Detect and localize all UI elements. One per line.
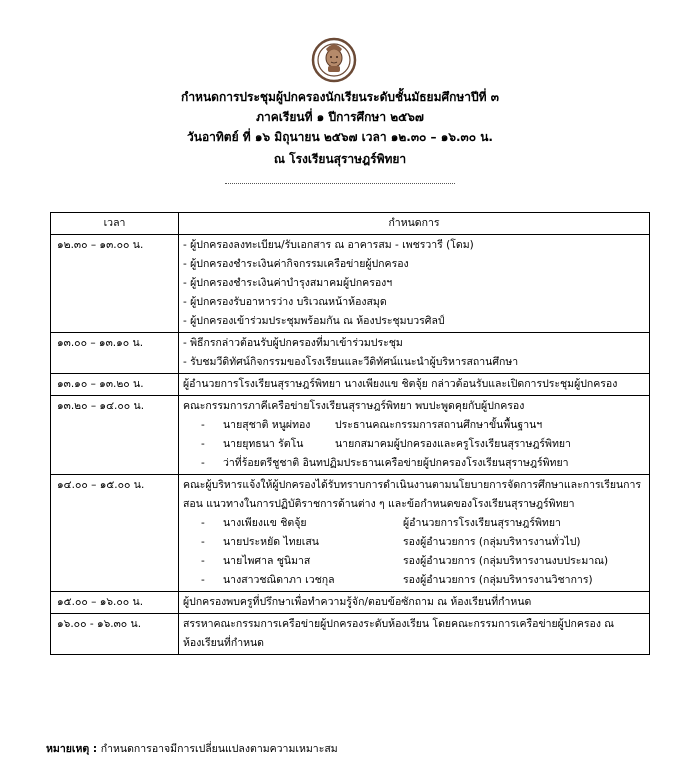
table-row: [51, 374, 650, 396]
member-role: ประธานคณะกรรมการสถานศึกษาขั้นพื้นฐานฯ: [335, 419, 543, 431]
footnote: [46, 740, 338, 757]
agenda-intro: คณะกรรมการภาคีเครือข่ายโรงเรียนสุราษฎร์พิทยา พบปะพูดคุยกับผู้ปกครอง: [183, 400, 525, 412]
executive-member: - นางเพียงแข ชิตจุ้ย ผู้อำนวยการโรงเรียนสุราษฎร์พิทยา: [183, 514, 645, 533]
school-seal-logo: [311, 35, 357, 85]
member-role: ประธานเครือข่ายผู้ปกครองโรงเรียนสุราษฎร์พิทยา: [343, 457, 569, 469]
column-header-time: เวลา: [51, 213, 179, 235]
executive-member: - นายประหยัด ไทยเสน รองผู้อำนวยการ (กลุ่มบริหารงานทั่วไป): [183, 533, 645, 552]
agenda-line: - ผู้ปกครองเข้าร่วมประชุมพร้อมกัน ณ ห้องประชุมบวรศิลป์: [183, 315, 445, 327]
agenda-text: สรรหาคณะกรรมการเครือข่ายผู้ปกครองระดับห้องเรียน โดยคณะกรรมการเครือข่ายผู้ปกครอง ณ ห้องเรียนที่กำหนด: [183, 618, 615, 649]
executive-member: - นายไพศาล ชูนิมาส รองผู้อำนวยการ (กลุ่มบริหารงานงบประมาณ): [183, 552, 645, 571]
member-role: รองผู้อำนวยการ (กลุ่มบริหารงานวิชาการ): [403, 574, 593, 586]
footnote-label: หมายเหตุ: [46, 743, 90, 755]
executive-member: - นางสาวชณิดาภา เวชกุล รองผู้อำนวยการ (กลุ่มบริหารงานวิชาการ): [183, 571, 645, 590]
agenda-line: - รับชมวีดิทัศน์กิจกรรมของโรงเรียนและวีดิทัศน์แนะนำผู้บริหารสถานศึกษา: [183, 356, 519, 368]
member-name: นางเพียงแข ชิตจุ้ย: [223, 517, 307, 529]
table-row: [51, 614, 650, 655]
schedule-table: [50, 212, 650, 655]
agenda-text: ผู้อำนวยการโรงเรียนสุราษฎร์พิทยา นางเพียงแข ชิตจุ้ย กล่าวต้อนรับและเปิดการประชุมผู้ปกครอง: [183, 378, 618, 390]
agenda-cell: [179, 333, 650, 374]
time-cell: ๑๓.๑๐ – ๑๓.๒๐ น.: [51, 374, 179, 396]
member-name: นายไพศาล ชูนิมาส: [223, 555, 311, 567]
agenda-cell: [179, 475, 650, 592]
table-header-row: [51, 213, 650, 235]
venue-line: ณ โรงเรียนสุราษฎร์พิทยา: [273, 152, 407, 166]
table-row: [51, 592, 650, 614]
agenda-line: - พิธีกรกล่าวต้อนรับผู้ปกครองที่มาเข้าร่วมประชุม: [183, 337, 403, 349]
committee-member: - นายสุชาติ หนูผ่ทอง ประธานคณะกรรมการสถานศึกษาขั้นพื้นฐานฯ: [183, 416, 645, 435]
agenda-line: - ผู้ปกครองรับอาหารว่าง บริเวณหน้าห้องสมุด: [183, 296, 387, 308]
time-cell: ๑๔.๐๐ – ๑๕.๐๐ น.: [51, 475, 179, 592]
time-cell: ๑๕.๐๐ – ๑๖.๐๐ น.: [51, 592, 179, 614]
member-role: รองผู้อำนวยการ (กลุ่มบริหารงานทั่วไป): [403, 536, 581, 548]
agenda-cell: [179, 235, 650, 333]
document-title: กำหนดการประชุมผู้ปกครองนักเรียนระดับชั้นมัธยมศึกษาปีที่ ๓: [181, 90, 499, 104]
date-time-line: วันอาทิตย์ ที่ ๑๖ มิถุนายน ๒๕๖๗ เวลา ๑๒.๓๐ – ๑๖.๓๐ น.: [187, 130, 493, 144]
footnote-text: กำหนดการอาจมีการเปลี่ยนแปลงตามความเหมาะสม: [100, 743, 338, 755]
agenda-line: - ผู้ปกครองชำระเงินค่ากิจกรรมเครือข่ายผู้ปกครอง: [183, 258, 409, 270]
semester-line: ภาคเรียนที่ ๑ ปีการศึกษา ๒๕๖๗: [256, 110, 424, 124]
agenda-cell: [179, 396, 650, 475]
agenda-cell: [179, 614, 650, 655]
column-header-agenda: กำหนดการ: [179, 213, 650, 235]
member-name: นายประหยัด ไทยเสน: [223, 536, 319, 548]
member-name: นายยุทธนา รัตโน: [223, 438, 304, 450]
member-role: รองผู้อำนวยการ (กลุ่มบริหารงานงบประมาณ): [403, 555, 609, 567]
agenda-line: - ผู้ปกครองชำระเงินค่าบำรุงสมาคมผู้ปกครองฯ: [183, 277, 393, 289]
table-row: [51, 475, 650, 592]
table-row: [51, 235, 650, 333]
time-cell: ๑๖.๐๐ - ๑๖.๓๐ น.: [51, 614, 179, 655]
table-row: [51, 396, 650, 475]
agenda-intro: คณะผู้บริหารแจ้งให้ผู้ปกครองได้รับทราบการดำเนินงานตามนโยบายการจัดการศึกษาและการเรียนการสอน แนวทางในการปฏิบัติราชการด้านต่าง ๆ และข้อกำหนดของโรงเรียนสุราษฎร์พิทยา: [183, 479, 642, 510]
member-name: นางสาวชณิดาภา เวชกุล: [223, 574, 335, 586]
member-name: นายสุชาติ หนูผ่ทอง: [223, 419, 311, 431]
member-role: นายกสมาคมผู้ปกครองและครูโรงเรียนสุราษฎร์พิทยา: [335, 438, 571, 450]
member-name: ว่าที่ร้อยตรีชูชาติ อินทปฏิม: [223, 457, 344, 469]
time-cell: ๑๓.๒๐ – ๑๔.๐๐ น.: [51, 396, 179, 475]
agenda-cell: [179, 374, 650, 396]
time-cell: ๑๓.๐๐ – ๑๓.๑๐ น.: [51, 333, 179, 374]
committee-member: - นายยุทธนา รัตโน นายกสมาคมผู้ปกครองและครูโรงเรียนสุราษฎร์พิทยา: [183, 435, 645, 454]
dotted-divider: [225, 183, 455, 184]
agenda-cell: [179, 592, 650, 614]
time-cell: ๑๒.๓๐ – ๑๓.๐๐ น.: [51, 235, 179, 333]
agenda-line: - ผู้ปกครองลงทะเบียน/รับเอกสาร ณ อาคารสม - เพชรวารี (โดม): [183, 239, 474, 251]
agenda-text: ผู้ปกครองพบครูที่ปรึกษาเพื่อทำความรู้จัก/ตอบข้อซักถาม ณ ห้องเรียนที่กำหนด: [183, 596, 532, 608]
table-row: [51, 333, 650, 374]
footnote-separator: :: [89, 743, 101, 755]
committee-member: - ว่าที่ร้อยตรีชูชาติ อินทปฏิม ประธานเครือข่ายผู้ปกครองโรงเรียนสุราษฎร์พิทยา: [183, 454, 645, 473]
member-role: ผู้อำนวยการโรงเรียนสุราษฎร์พิทยา: [403, 517, 561, 529]
